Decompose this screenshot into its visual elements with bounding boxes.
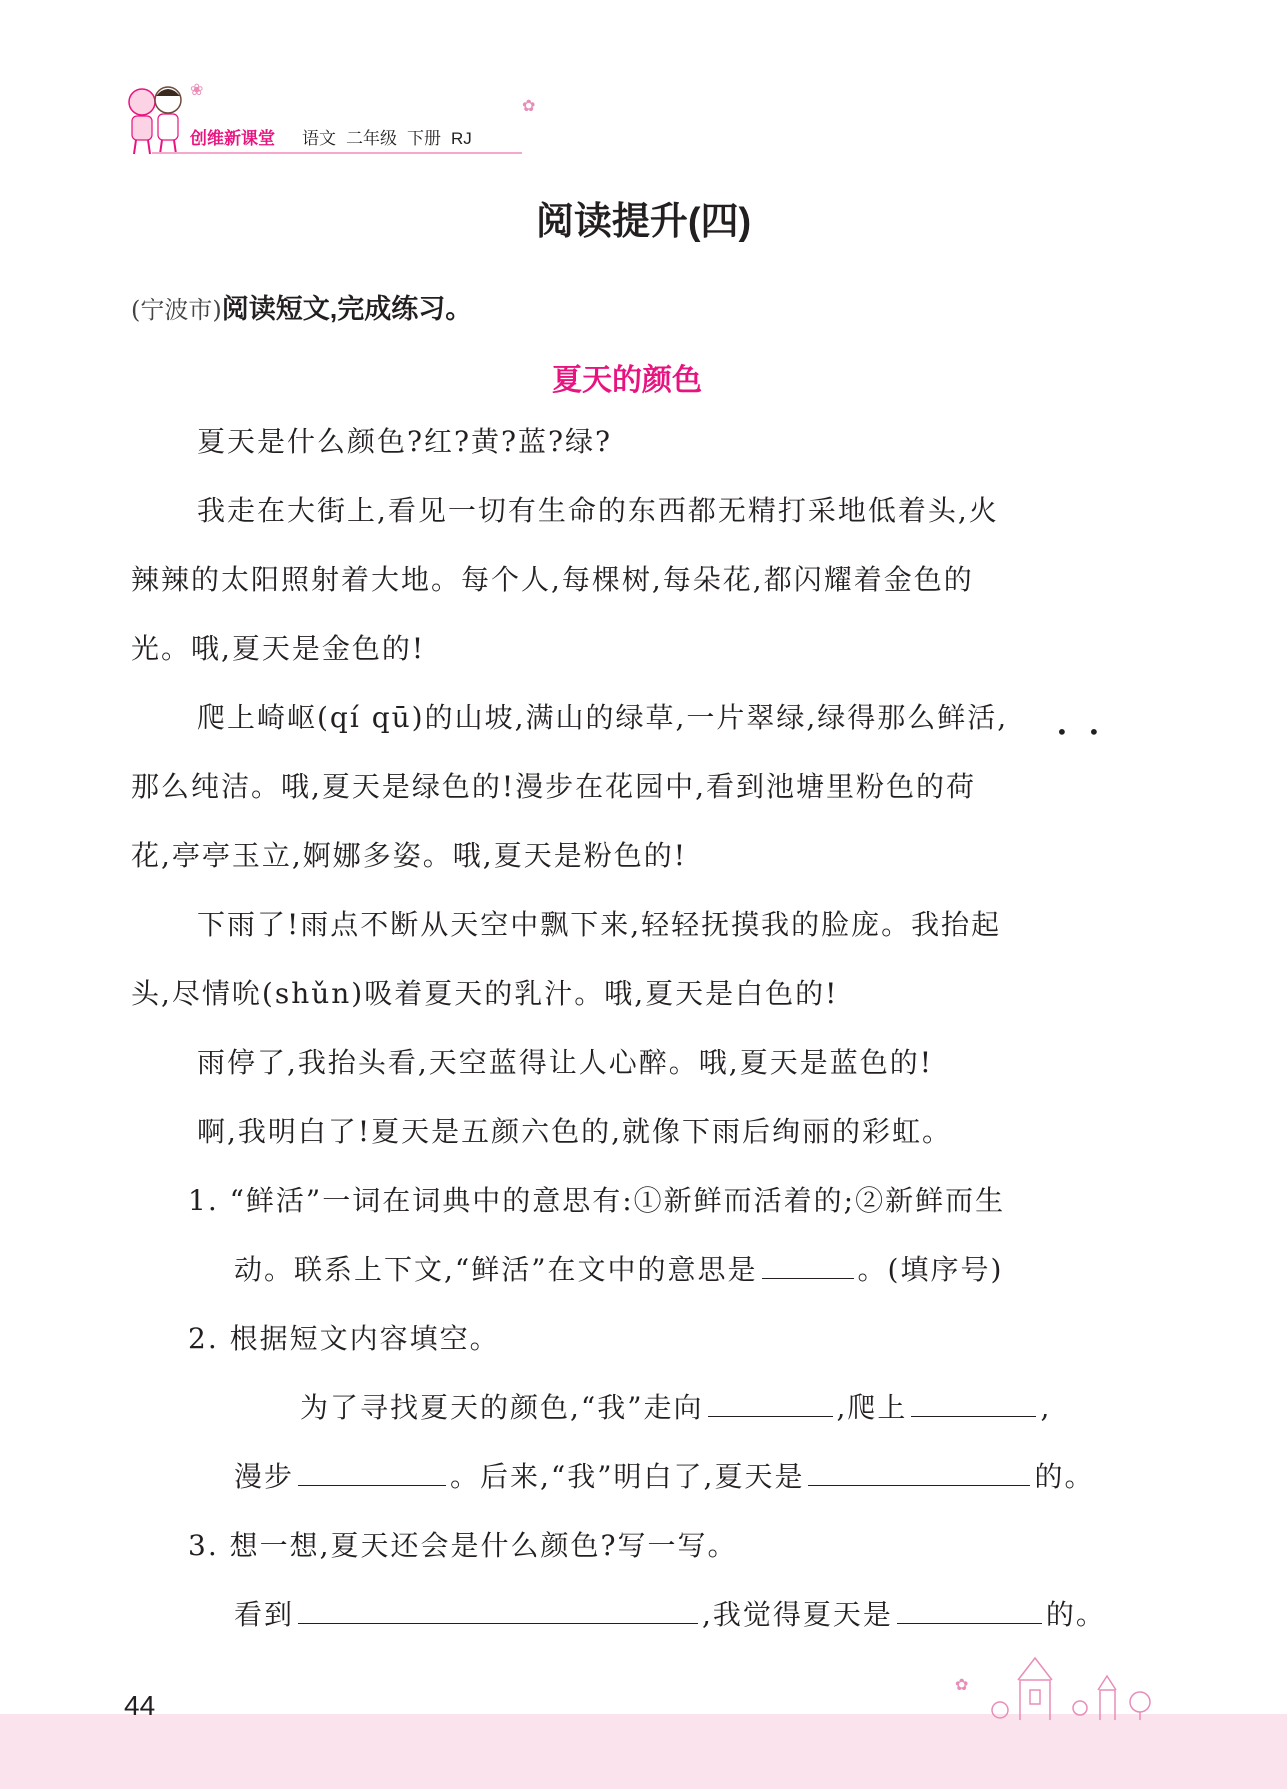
passage-line: 啊,我明白了!夏天是五颜六色的,就像下雨后绚丽的彩虹。	[197, 1115, 953, 1148]
answer-blank[interactable]	[708, 1386, 833, 1417]
question-1-cont	[234, 1248, 1003, 1288]
question-2-line1	[300, 1386, 1051, 1426]
passage-line: 辣辣的太阳照射着大地。每个人,每棵树,每朵花,都闪耀着金色的	[131, 563, 974, 596]
kids-mascot-icon	[122, 84, 192, 156]
volume-label: 下册	[407, 129, 441, 148]
question-2-line2	[234, 1455, 1094, 1495]
question-text: 漫步	[234, 1460, 295, 1493]
footer-band	[0, 1714, 1287, 1789]
question-text: 。后来,“我”明白了,夏天是	[450, 1460, 805, 1493]
answer-blank[interactable]	[298, 1455, 446, 1486]
question-1: 1. “鲜活”一词在词典中的意思有:①新鲜而活着的;②新鲜而生	[188, 1184, 1006, 1217]
subject-label: 语文	[302, 129, 336, 148]
question-text: 动。联系上下文,“鲜活”在文中的意思是	[234, 1253, 758, 1286]
passage-line: 爬上崎岖(qí qū)的山坡,满山的绿草,一片翠绿,绿得那么鲜活,	[197, 701, 1009, 734]
instruction	[131, 287, 472, 326]
answer-blank[interactable]	[762, 1248, 854, 1279]
brand-name: 创维新课堂	[190, 129, 275, 148]
flower-icon: ✿	[955, 1675, 969, 1694]
page-header	[122, 84, 562, 156]
grade-label: 二年级	[346, 129, 397, 148]
flower-icon: ❀	[190, 80, 204, 99]
question-text: 的。	[1045, 1598, 1106, 1631]
passage-line: 花,亭亭玉立,婀娜多姿。哦,夏天是粉色的!	[131, 839, 687, 872]
question-text: ,	[1040, 1391, 1052, 1424]
answer-blank[interactable]	[911, 1386, 1036, 1417]
castle-icon	[955, 1650, 1170, 1720]
passage-line: 夏天是什么颜色?红?黄?蓝?绿?	[197, 425, 613, 458]
answer-blank[interactable]	[298, 1593, 698, 1624]
question-text: 的。	[1034, 1460, 1095, 1493]
flower-icon: ✿	[522, 96, 536, 115]
question-text: ,我觉得夏天是	[702, 1598, 893, 1631]
passage-line: 我走在大街上,看见一切有生命的东西都无精打采地低着头,火	[197, 494, 999, 527]
header-rule	[152, 152, 522, 154]
passage-line: 那么纯洁。哦,夏天是绿色的!漫步在花园中,看到池塘里粉色的荷	[131, 770, 977, 803]
page-number: 44	[124, 1690, 156, 1721]
question-text: ,爬上	[836, 1391, 908, 1424]
question-2: 2. 根据短文内容填空。	[188, 1322, 500, 1355]
course-info	[302, 124, 482, 149]
source-label: (宁波市)	[131, 296, 222, 324]
question-3: 3. 想一想,夏天还会是什么颜色?写一写。	[188, 1529, 738, 1562]
emphasis-dot: •	[1088, 720, 1100, 744]
instruction-text: 阅读短文,完成练习。	[221, 294, 473, 324]
answer-blank[interactable]	[897, 1593, 1042, 1624]
passage-line: 光。哦,夏天是金色的!	[131, 632, 426, 665]
question-text: 为了寻找夏天的颜色,“我”走向	[300, 1391, 704, 1424]
emphasis-dot: •	[1056, 720, 1068, 744]
question-3-line	[234, 1593, 1106, 1633]
passage-line: 头,尽情吮(shǔn)吸着夏天的乳汁。哦,夏天是白色的!	[131, 977, 839, 1010]
passage-line: 下雨了!雨点不断从天空中飘下来,轻轻抚摸我的脸庞。我抬起	[197, 908, 1002, 941]
answer-blank[interactable]	[808, 1455, 1030, 1486]
story-title: 夏天的颜色	[552, 364, 702, 397]
edition-label: RJ	[451, 129, 472, 148]
question-text: 。(填序号)	[857, 1253, 1004, 1286]
question-text: 看到	[234, 1598, 295, 1631]
passage-line: 雨停了,我抬头看,天空蓝得让人心醉。哦,夏天是蓝色的!	[197, 1046, 933, 1079]
page-title: 阅读提升(四)	[535, 201, 752, 243]
